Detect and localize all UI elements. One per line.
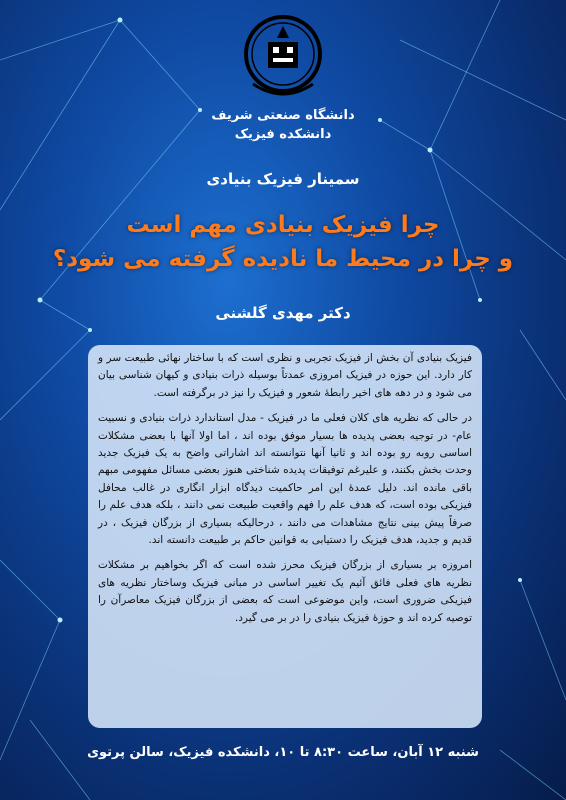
- university-header: [0, 106, 566, 144]
- abstract-paragraph-2: در حالی که نظریه های کلان فعلی ما در فیزیک - مدل استاندارد ذرات بنیادی و نسبیت عام- در توجیه بعضی پدیده ها بسیار موفق بوده اند ، اما اولا آنها با بعضی مشکلات اساسی روبه رو بوده اند و ثانیا آنها نتوانسته اند اشاراتی واضح به یک فیزیک جدید وحدت بخش بکنند، و علیرغم توفیقات پدیده شناختی هنوز بعضی مسائل مفهومی مبهم باقی مانده اند. دلیل عمدهٔ این امر حاکمیت دیدگاه ابزار انگاری در غالب محافل فیزیکی بوده است، که هدف علم را فهم واقعیت طبیعت نمی دانند ، بلکه هدف علم را صرفاً پیش بینی نتایج مشاهدات می دانند ، درحالیکه بسیاری از بزرگان فیزیک ، در قدیم و جدید، هدف فیزیک را دستیابی به قوانین حاکم بر طبیعت دانسته اند.: [98, 412, 472, 547]
- university-name: دانشگاه صنعتی شریف: [211, 108, 355, 123]
- title-line-2: و چرا در محیط ما نادیده گرفته می شود؟: [52, 246, 514, 272]
- abstract-paragraph-1: فیزیک بنیادی آن بخش از فیزیک تجربی و نظری است که با ساختار نهائی طبیعت سر و کار دارد. این حوزه در فیزیک امروزی عمدتاً بوسیله ذرات بنیادی و کیهان شناسی بیان می شود و در دهه های اخیر رابطهٔ شعور و فیزیک را نیز در برگرفته است.: [98, 352, 472, 399]
- faculty-name: دانشکده فیزیک: [234, 127, 332, 142]
- abstract-paragraph-3: امروزه بر بسیاری از بزرگان فیزیک محرز شده است که اگر بخواهیم بر مشکلات نظریه های فعلی فائق آئیم یک تغییر اساسی در مبانی فیزیک وساختار نظریه های فیزیکی ضروری است، واین موضوعی است که بعضی از بزرگان فیزیک معاصرآن را توصیه کرده اند و حوزهٔ فیزیک بنیادی را در بر می گیرد.: [98, 559, 472, 624]
- seminar-title: [20, 208, 546, 276]
- sharif-university-logo: [243, 14, 323, 104]
- seminar-series: سمینار فیزیک بنیادی: [206, 170, 360, 188]
- title-line-1: چرا فیزیک بنیادی مهم است: [126, 212, 440, 238]
- speaker-name: دکتر مهدی گلشنی: [215, 304, 351, 322]
- event-schedule: شنبه ۱۲ آبان، ساعت ۸:۳۰ تا ۱۰، دانشکده فیزیک، سالن پرتوی: [87, 745, 479, 760]
- abstract-panel: [88, 345, 482, 728]
